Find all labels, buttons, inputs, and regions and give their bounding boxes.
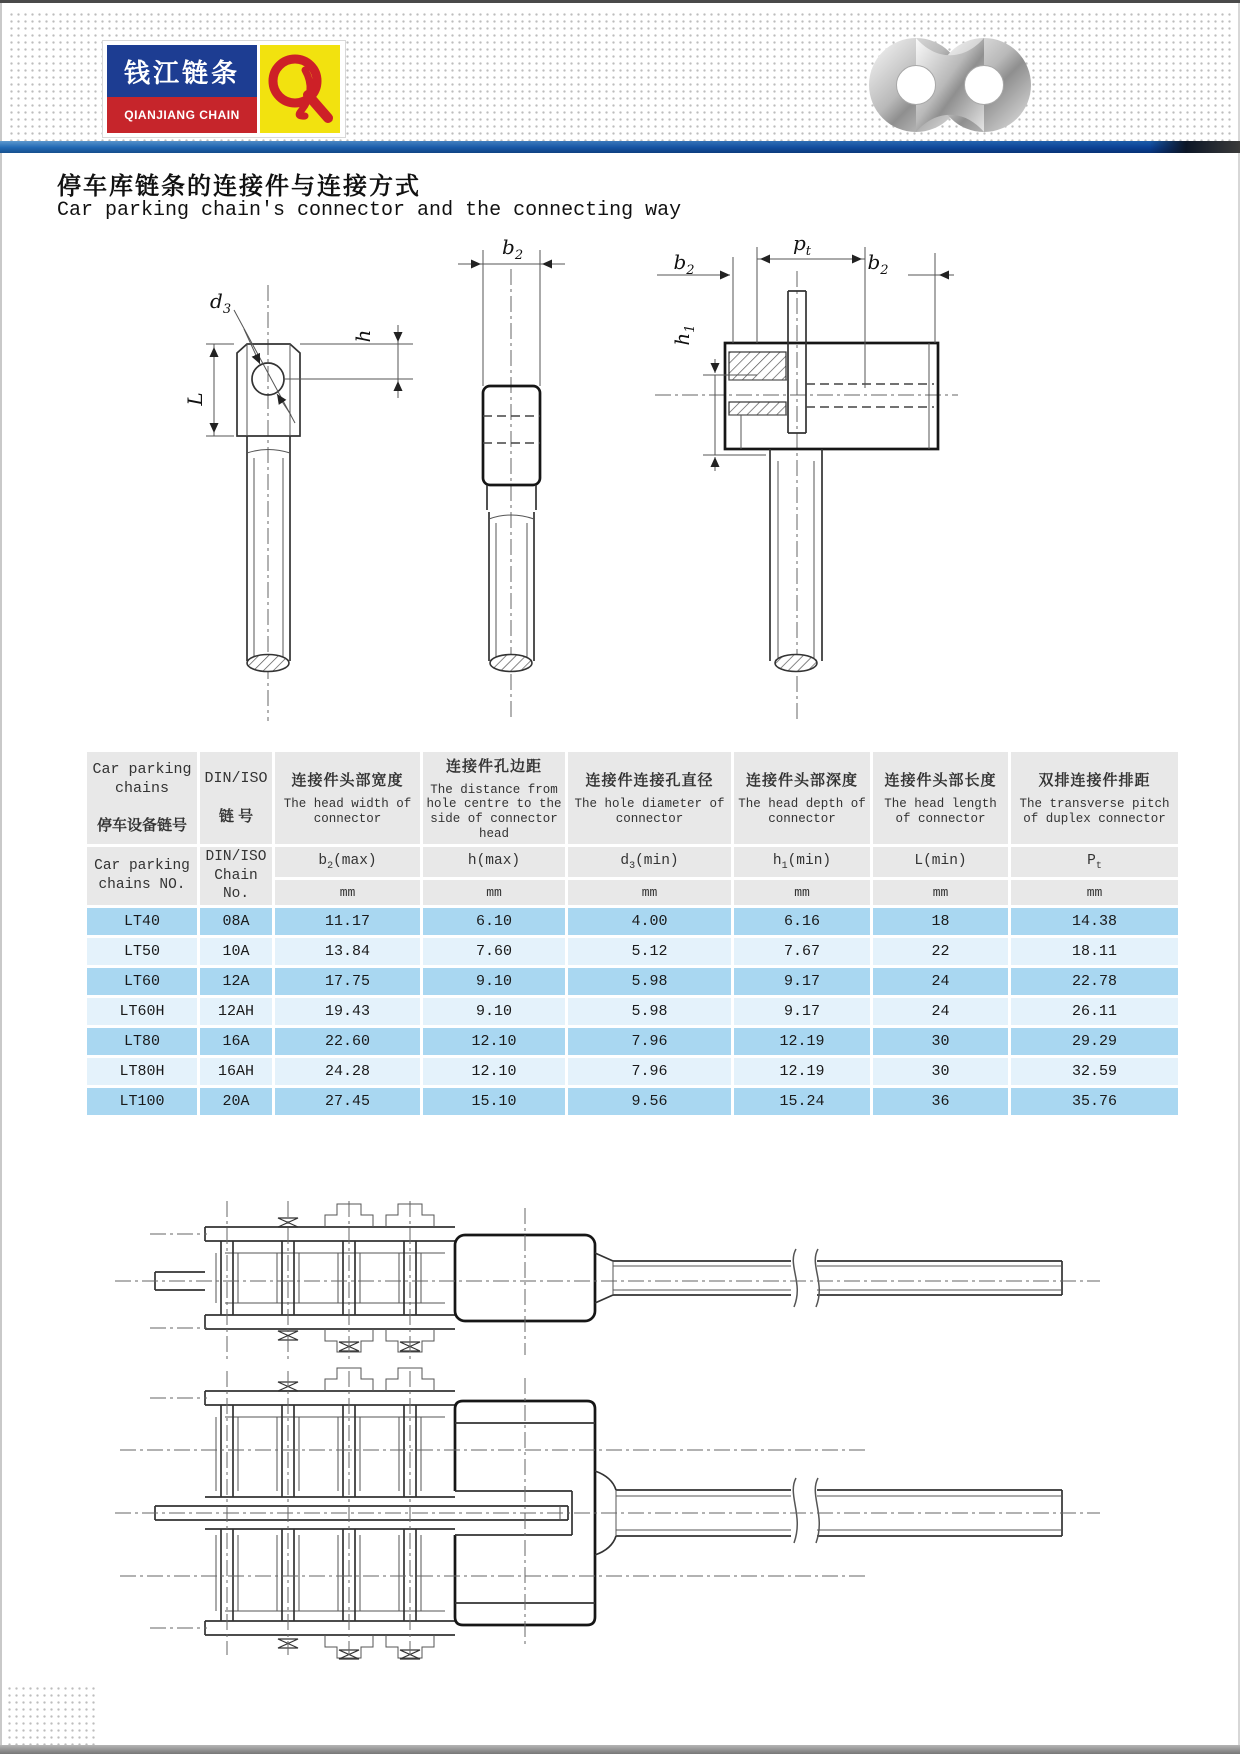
cell: 19.43	[275, 998, 420, 1025]
cell: 9.17	[734, 968, 870, 995]
chain-connection-duplex	[115, 1368, 1100, 1659]
table-symbol-row	[87, 847, 1178, 877]
cell: 7.96	[568, 1058, 731, 1085]
cell: 24	[873, 998, 1008, 1025]
connector-front-view	[183, 285, 413, 721]
col-header-hole-edge: 连接件孔边距 The distance from hole centre to the side of connector head	[423, 752, 565, 844]
cell: 5.98	[568, 998, 731, 1025]
cell: 7.67	[734, 938, 870, 965]
col-header-head-length: 连接件头部长度 The head length of connector	[873, 752, 1008, 844]
dim-label-L: L	[183, 392, 207, 406]
cell: 22.60	[275, 1028, 420, 1055]
chain-link-plate-icon	[862, 27, 1038, 143]
cell: 12.10	[423, 1028, 565, 1055]
cell: 16AH	[200, 1058, 272, 1085]
cell: 6.10	[423, 908, 565, 935]
col-header-din-iso: DIN/ISO 链 号	[200, 752, 272, 844]
logo-chinese-name: 钱江链条	[107, 45, 257, 97]
header-divider-bar	[0, 141, 1240, 153]
page-bottom-bar	[0, 1745, 1240, 1754]
spec-table	[84, 749, 1181, 1118]
cell: 11.17	[275, 908, 420, 935]
cell: 14.38	[1011, 908, 1178, 935]
brand-logo	[103, 41, 345, 137]
cell: 12.19	[734, 1028, 870, 1055]
dim-label-pt: $p_t$	[792, 231, 812, 259]
cell: 12A	[200, 968, 272, 995]
connector-side-view	[458, 235, 565, 721]
dim-label-b2: $b_2$	[502, 235, 524, 263]
cell: 27.45	[275, 1088, 420, 1115]
cell: 18.11	[1011, 938, 1178, 965]
cell: 30	[873, 1028, 1008, 1055]
cell: 30	[873, 1058, 1008, 1085]
cell: LT100	[87, 1088, 197, 1115]
cell: 18	[873, 908, 1008, 935]
cell: 13.84	[275, 938, 420, 965]
cell: 17.75	[275, 968, 420, 995]
unit-cell: mm	[734, 880, 870, 905]
symbol-b2max: $b_2(\max)$	[275, 847, 420, 877]
symbol-d3min: $d_3(\min)$	[568, 847, 731, 877]
cell: 35.76	[1011, 1088, 1178, 1115]
col-header-chain-no: Car parking chains 停车设备链号	[87, 752, 197, 844]
header-divider-dark-end	[1150, 141, 1240, 153]
ql-monogram-svg	[260, 45, 340, 125]
col-header-transverse-pitch: 双排连接件排距 The transverse pitch of duplex connector	[1011, 752, 1178, 844]
col-header-head-width: 连接件头部宽度 The head width of connector	[275, 752, 420, 844]
cell: 12.10	[423, 1058, 565, 1085]
cell: 24	[873, 968, 1008, 995]
page-title-english: Car parking chain's connector and the connecting way	[57, 199, 682, 222]
connector-duplex-view	[655, 231, 958, 721]
dim-label-h1: $h_1$	[670, 324, 698, 346]
cell: 20A	[200, 1088, 272, 1115]
unit-cell: mm	[1011, 880, 1178, 905]
symbol-h1min: $h_1(\min)$	[734, 847, 870, 877]
cell: 29.29	[1011, 1028, 1178, 1055]
cell: LT60H	[87, 998, 197, 1025]
table-row	[87, 968, 1178, 995]
table-body	[87, 908, 1178, 1115]
dim-label-b2-left: $b_2$	[673, 250, 695, 278]
cell: LT80H	[87, 1058, 197, 1085]
symbol-hmax: h(max)	[423, 847, 565, 877]
cell: 7.60	[423, 938, 565, 965]
cell: 12AH	[200, 998, 272, 1025]
table-row	[87, 998, 1178, 1025]
header	[8, 11, 1232, 141]
ql-monogram-icon	[260, 45, 340, 133]
symbol-Pt: $P_t$	[1011, 847, 1178, 877]
cell: 22	[873, 938, 1008, 965]
sub-header-din-iso: DIN/ISO Chain No.	[200, 847, 272, 905]
cell: LT80	[87, 1028, 197, 1055]
unit-cell: mm	[275, 880, 420, 905]
unit-cell: mm	[873, 880, 1008, 905]
connector-drawings	[0, 228, 1240, 738]
symbol-Lmin: L(min)	[873, 847, 1008, 877]
cell: 4.00	[568, 908, 731, 935]
unit-cell: mm	[568, 880, 731, 905]
logo-wordmark	[107, 45, 257, 133]
col-header-head-depth: 连接件头部深度 The head depth of connector	[734, 752, 870, 844]
cell: 16A	[200, 1028, 272, 1055]
dim-label-b2-right: $b_2$	[867, 250, 889, 278]
chain-connection-simplex	[115, 1201, 1100, 1361]
cell: 36	[873, 1088, 1008, 1115]
cell: 12.19	[734, 1058, 870, 1085]
table-row	[87, 1028, 1178, 1055]
table-row	[87, 908, 1178, 935]
cell: 5.98	[568, 968, 731, 995]
cell: LT50	[87, 938, 197, 965]
chain-drawings	[0, 1193, 1240, 1673]
logo-english-name: QIANJIANG CHAIN	[107, 97, 257, 133]
col-header-hole-diameter: 连接件连接孔直径 The hole diameter of connector	[568, 752, 731, 844]
cell: 7.96	[568, 1028, 731, 1055]
unit-cell: mm	[423, 880, 565, 905]
cell: 15.10	[423, 1088, 565, 1115]
cell: 9.10	[423, 968, 565, 995]
table-header-row	[87, 752, 1178, 844]
cell: 10A	[200, 938, 272, 965]
page-title-chinese: 停车库链条的连接件与连接方式	[57, 173, 421, 200]
cell: 22.78	[1011, 968, 1178, 995]
cell: 24.28	[275, 1058, 420, 1085]
cell: 9.56	[568, 1088, 731, 1115]
dim-label-h: h	[351, 329, 375, 343]
table-row	[87, 1058, 1178, 1085]
cell: 9.17	[734, 998, 870, 1025]
sub-header-chain-no: Car parking chains NO.	[87, 847, 197, 905]
footer-dot-pattern	[6, 1685, 96, 1747]
dim-label-d3: $d_3$	[210, 289, 232, 317]
table-row	[87, 938, 1178, 965]
cell: 15.24	[734, 1088, 870, 1115]
cell: 5.12	[568, 938, 731, 965]
table-row	[87, 1088, 1178, 1115]
cell: 08A	[200, 908, 272, 935]
cell: 9.10	[423, 998, 565, 1025]
cell: LT60	[87, 968, 197, 995]
cell: 32.59	[1011, 1058, 1178, 1085]
cell: 6.16	[734, 908, 870, 935]
cell: 26.11	[1011, 998, 1178, 1025]
cell: LT40	[87, 908, 197, 935]
